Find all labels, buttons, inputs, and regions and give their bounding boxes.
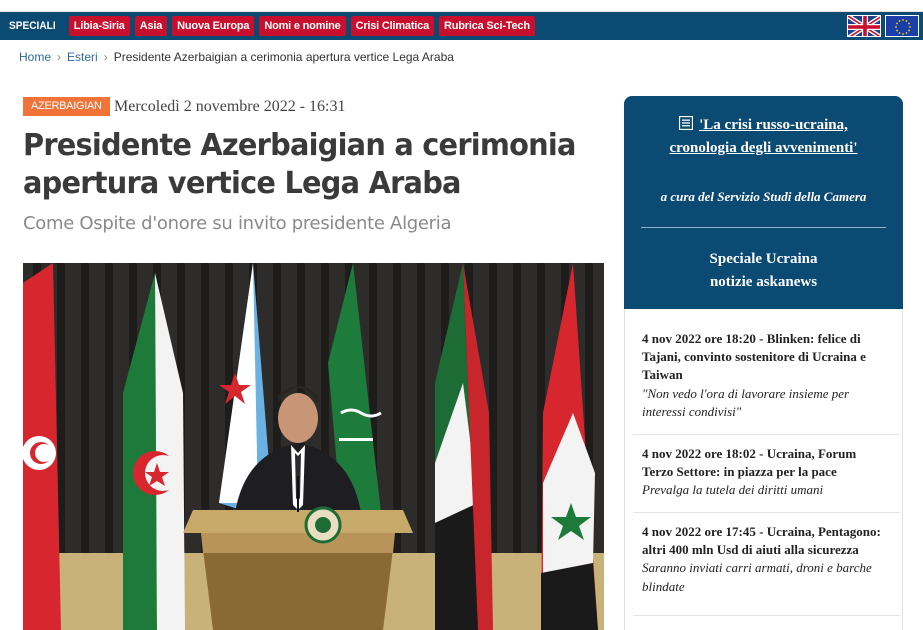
news-item[interactable] bbox=[642, 445, 888, 500]
language-flags bbox=[847, 15, 919, 37]
box-divider bbox=[641, 227, 886, 228]
chevron-right-icon: › bbox=[57, 50, 62, 64]
article-date: Mercoledì 2 novembre 2022 - 16:31 bbox=[114, 98, 346, 115]
speciale-line-2: notizie askanews bbox=[709, 274, 818, 290]
speciali-item-crisi-climatica[interactable]: Crisi Climatica bbox=[351, 16, 434, 36]
news-item-summary: Saranno inviati carri armati, droni e barche blindate bbox=[642, 560, 872, 594]
article-subtitle: Come Ospite d'onore su invito presidente Algeria bbox=[23, 213, 452, 234]
speciale-ucraina-heading[interactable] bbox=[624, 248, 903, 294]
article-photo bbox=[23, 263, 604, 630]
headline-line-1: Presidente Azerbaigian a cerimonia bbox=[23, 128, 576, 163]
headline-line-2: apertura vertice Lega Araba bbox=[23, 166, 461, 201]
news-divider bbox=[633, 434, 900, 435]
news-item-summary: "Non vedo l'ora di lavorare insieme per interessi condivisi" bbox=[642, 385, 850, 419]
chevron-right-icon: › bbox=[103, 50, 108, 64]
speciali-item-nuova-europa[interactable]: Nuova Europa bbox=[172, 16, 254, 36]
breadcrumb-home-link[interactable]: Home bbox=[19, 50, 52, 64]
breadcrumb-current: Presidente Azerbaigian a cerimonia apertura vertice Lega Araba bbox=[113, 50, 454, 64]
news-item-title[interactable]: 4 nov 2022 ore 18:20 - Blinken: felice di Tajani, convinto sostenitore di Ucraina e Taiwan bbox=[642, 331, 866, 383]
news-divider bbox=[633, 615, 900, 616]
uk-flag-icon[interactable] bbox=[847, 15, 881, 37]
crisis-chronology-link[interactable] bbox=[624, 114, 903, 160]
document-icon bbox=[679, 115, 693, 129]
news-list bbox=[624, 309, 903, 630]
speciali-bar bbox=[0, 12, 923, 40]
eu-flag-icon[interactable] bbox=[885, 15, 919, 37]
speciali-item-rubrica-sci-tech[interactable]: Rubrica Sci-Tech bbox=[439, 16, 535, 36]
speciale-line-1: Speciale Ucraina bbox=[709, 251, 818, 267]
article-headline bbox=[23, 127, 585, 203]
news-item[interactable] bbox=[642, 330, 888, 421]
speciali-item-libia-siria[interactable]: Libia-Siria bbox=[69, 16, 130, 36]
speciali-item-nomi-e-nomine[interactable]: Nomi e nomine bbox=[259, 16, 345, 36]
news-item-summary: Prevalga la tutela dei diritti umani bbox=[642, 482, 824, 498]
news-item-title[interactable]: 4 nov 2022 ore 18:02 - Ucraina, Forum Terzo Settore: in piazza per la pace bbox=[642, 446, 857, 480]
breadcrumb bbox=[19, 50, 454, 64]
category-tag[interactable]: AZERBAIGIAN bbox=[23, 97, 110, 116]
browser-top-strip bbox=[0, 0, 923, 12]
news-divider bbox=[633, 512, 900, 513]
crisis-chronology-box bbox=[624, 96, 903, 309]
box-curator: a cura del Servizio Studi della Camera bbox=[660, 189, 867, 204]
news-item[interactable] bbox=[642, 523, 888, 596]
speciali-menu bbox=[69, 16, 535, 36]
crisis-link-line-1[interactable]: 'La crisi russo-ucraina, bbox=[699, 117, 848, 133]
crisis-link-line-2[interactable]: cronologia degli avvenimenti' bbox=[669, 140, 858, 156]
speciali-label: SPECIALI bbox=[9, 20, 56, 32]
speciali-item-asia[interactable]: Asia bbox=[135, 16, 167, 36]
breadcrumb-esteri-link[interactable]: Esteri bbox=[67, 50, 98, 64]
news-item-title[interactable]: 4 nov 2022 ore 17:45 - Ucraina, Pentagono: altri 400 mln Usd di aiuti alla sicurezza bbox=[642, 524, 881, 558]
